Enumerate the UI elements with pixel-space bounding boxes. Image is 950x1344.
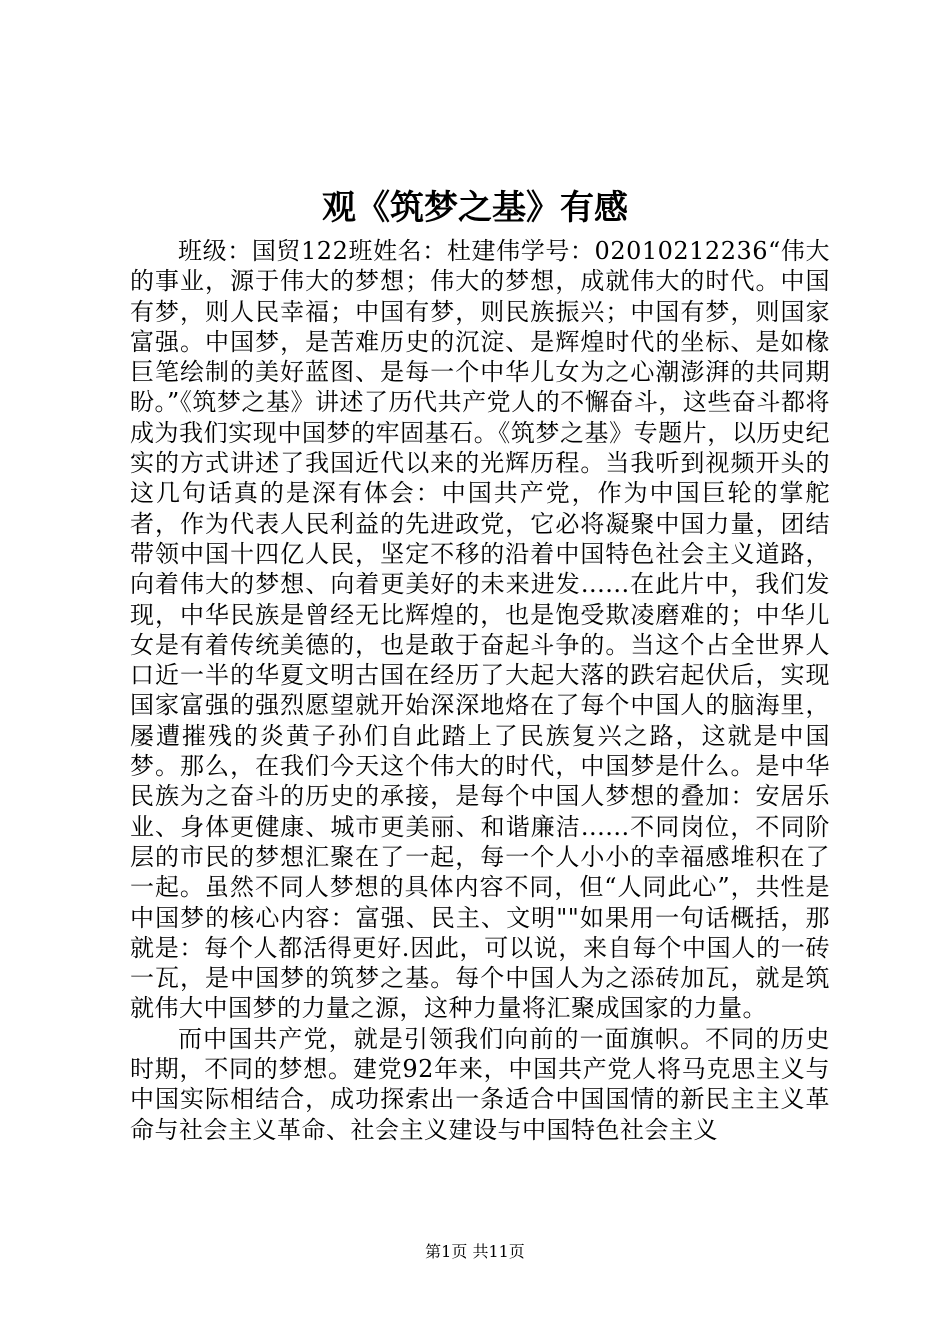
page-footer: 第1页 共11页 <box>425 1242 525 1261</box>
paragraph-1: 班级：国贸122班姓名：杜建伟学号：02010212236“伟大的事业，源于伟大的梦想；伟大的梦想，成就伟大的时代。中国有梦，则人民幸福；中国有梦，则民族振兴；中国有梦，则国家富强。中国梦，是苦难历史的沉淀、是辉煌时代的坐标、是如椽巨笔绘制的美好蓝图、是每一个中华儿女为之心潮澎湃的共同期盼。”《筑梦之基》讲述了历代共产党人的不懈奋斗，这些奋斗都将成为我们实现中国梦的牢固基石。《筑梦之基》专题片，以历史纪实的方式讲述了我国近代以来的光辉历程。当我听到视频开头的这几句话真的是深有体会：中国共产党，作为中国巨轮的掌舵者，作为代表人民利益的先进政党，它必将凝聚中国力量，团结带领中国十四亿人民，坚定不移的沿着中国特色社会主义道路，向着伟大的梦想、向着更美好的未来进发......在此片中，我们发现，中华民族是曾经无比辉煌的，也是饱受欺凌磨难的；中华儿女是有着传统美德的，也是敢于奋起斗争的。当这个占全世界人口近一半的华夏文明古国在经历了大起大落的跌宕起伏后，实现国家富强的强烈愿望就开始深深地烙在了每个中国人的脑海里，屡遭摧残的炎黄子孙们自此踏上了民族复兴之路，这就是中国梦。那么，在我们今天这个伟大的时代，中国梦是什么。是中华民族为之奋斗的历史的承接，是每个中国人梦想的叠加：安居乐业、身体更健康、城市更美丽、和谐廉洁......不同岗位，不同阶层的市民的梦想汇聚在了一起，每一个人小小的幸福感堆积在了一起。虽然不同人梦想的具体内容不同，但“人同此心”，共性是中国梦的核心内容：富强、民主、文明""如果用一句话概括，那就是：每个人都活得更好.因此，可以说，来自每个中国人的一砖一瓦，是中国梦的筑梦之基。每个中国人为之添砖加瓦，就是筑就伟大中国梦的力量之源，这种力量将汇聚成国家的力量。 <box>130 237 830 1023</box>
document-body <box>130 236 830 1145</box>
document-title: 观《筑梦之基》有感 <box>322 188 628 228</box>
paragraph-2: 而中国共产党，就是引领我们向前的一面旗帜。不同的历史时期，不同的梦想。建党92年来，中国共产党人将马克思主义与中国实际相结合，成功探索出一条适合中国国情的新民主主义革命与社会主义革命、社会主义建设与中国特色社会主义 <box>130 1024 830 1144</box>
